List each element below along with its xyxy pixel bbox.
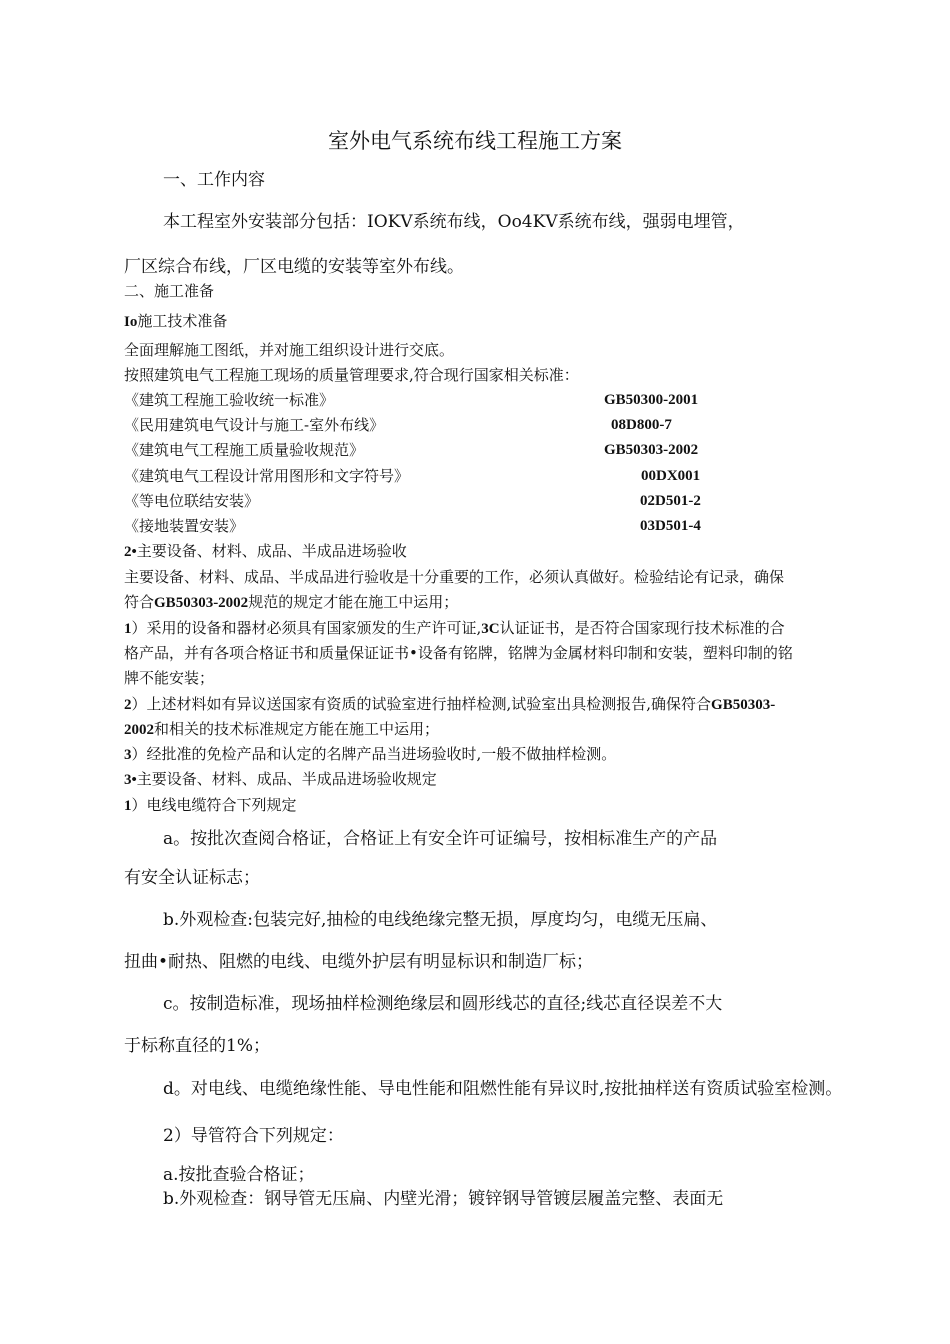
scope-line-1: 本工程室外安装部分包括：IOKV系统布线，Oo4KV系统布线，强弱电埋管， xyxy=(163,212,745,232)
sub-1-heading xyxy=(124,798,297,814)
standard-name: 《民用建筑电气设计与施工-室外布线》 xyxy=(124,416,385,434)
item-2-heading xyxy=(124,544,407,560)
sub-2-clause-b: b.外观检查：钢导管无压扁、内壁光滑；镀锌钢导管镀层履盖完整、表面无 xyxy=(163,1189,724,1209)
standard-name: 《建筑电气工程设计常用图形和文字符号》 xyxy=(124,467,410,485)
item-2-para-line-2 xyxy=(124,595,458,611)
text-span: 规范的规定才能在施工中运用； xyxy=(248,593,459,611)
standard-code: GB50303-2002 xyxy=(604,442,699,458)
text-span: 和相关的技术标准规定方能在施工中运用； xyxy=(154,720,440,738)
standard-code: 03D501-4 xyxy=(640,518,701,534)
standard-name: 《等电位联结安装》 xyxy=(124,492,260,510)
standard-name: 《建筑电气工程施工质量验收规范》 xyxy=(124,441,365,459)
tech-prep-line-2: 按照建筑电气工程施工现场的质量管理要求,符合现行国家相关标准： xyxy=(124,366,579,384)
subitem-1-line-1 xyxy=(124,621,785,637)
cert-code-inline: 3C xyxy=(481,621,500,637)
standard-code: GB50300-2001 xyxy=(604,392,699,408)
scope-line-2: 厂区综合布线，厂区电缆的安装等室外布线。 xyxy=(124,257,464,277)
subitem-2-line-1 xyxy=(124,697,775,713)
standard-code: 08D800-7 xyxy=(611,417,672,433)
subitem-number: 3 xyxy=(124,747,132,763)
item-2-para-line-1: 主要设备、材料、成品、半成品进行验收是十分重要的工作，必须认真做好。检验结论有记录，确保 xyxy=(124,568,785,586)
standard-code: 02D501-2 xyxy=(640,493,701,509)
clause-a-line-1: a。按批次查阅合格证，合格证上有安全许可证编号，按相标准生产的产品 xyxy=(163,829,718,849)
item-3-number: 3• xyxy=(124,772,137,788)
page-title: 室外电气系统布线工程施工方案 xyxy=(328,129,622,153)
sub-2-heading: 2）导管符合下列规定： xyxy=(163,1126,344,1146)
section-2-heading: 二、施工准备 xyxy=(124,282,215,300)
text-span: ）电线电缆符合下列规定 xyxy=(131,796,297,814)
item-3-title: 主要设备、材料、成品、半成品进场验收规定 xyxy=(136,770,437,788)
clause-c-line-2: 于标称直径的1%； xyxy=(124,1036,270,1056)
clause-b-line-2: 扭曲•耐热、阻燃的电线、电缆外护层有明显标识和制造厂标； xyxy=(124,952,594,972)
tech-prep-number: Io xyxy=(124,314,138,330)
tech-prep-line-1: 全面理解施工图纸，并对施工组织设计进行交底。 xyxy=(124,341,455,359)
subitem-number: 2 xyxy=(124,697,132,713)
subitem-2-line-2 xyxy=(124,722,439,738)
clause-b-line-1: b.外观检查:包装完好,抽检的电线绝缘完整无损，厚度均匀，电缆无压扁、 xyxy=(163,910,718,930)
standard-code-inline: GB50303-2002 xyxy=(154,595,249,611)
standard-name: 《建筑工程施工验收统一标准》 xyxy=(124,391,335,409)
standard-code: 00DX001 xyxy=(641,468,701,484)
tech-prep-label: 施工技术准备 xyxy=(137,312,228,330)
text-span: ）经批准的免检产品和认定的名牌产品当进场验收时,一般不做抽样检测。 xyxy=(131,745,617,763)
sub-2-clause-a: a.按批查验合格证； xyxy=(163,1165,315,1185)
tech-prep-heading xyxy=(124,314,227,330)
item-2-title: 主要设备、材料、成品、半成品进场验收 xyxy=(136,542,407,560)
clause-d-line-1: d。对电线、电缆绝缘性能、导电性能和阻燃性能有异议时,按批抽样送有资质试验室检测。 xyxy=(163,1079,843,1099)
standard-name: 《接地装置安装》 xyxy=(124,517,245,535)
standard-code-inline: 2002 xyxy=(124,722,154,738)
subitem-1-line-2: 格产品，并有各项合格证书和质量保证证书•设备有铭牌，铭牌为金属材料印制和安装，塑料印制的铭 xyxy=(124,644,793,662)
subitem-1-line-3: 牌不能安装； xyxy=(124,669,215,687)
text-span: ）上述材料如有异议送国家有资质的试验室进行抽样检测,试验室出具检测报告,确保符合 xyxy=(131,695,712,713)
clause-a-line-2: 有安全认证标志； xyxy=(124,868,260,888)
clause-c-line-1: c。按制造标准，现场抽样检测绝缘层和圆形线芯的直径;线芯直径误差不大 xyxy=(163,994,723,1014)
text-span: ）采用的设备和器材必须具有国家颁发的生产许可证, xyxy=(131,619,482,637)
item-2-number: 2• xyxy=(124,544,137,560)
text-span: 符合 xyxy=(124,593,155,611)
subitem-number: 1 xyxy=(124,798,132,814)
text-span: 认证证书，是否符合国家现行技术标准的合 xyxy=(499,619,785,637)
standard-code-inline: GB50303- xyxy=(711,697,776,713)
subitem-3-line-1 xyxy=(124,747,616,763)
item-3-heading xyxy=(124,772,437,788)
section-1-heading: 一、工作内容 xyxy=(163,170,265,190)
subitem-number: 1 xyxy=(124,621,132,637)
